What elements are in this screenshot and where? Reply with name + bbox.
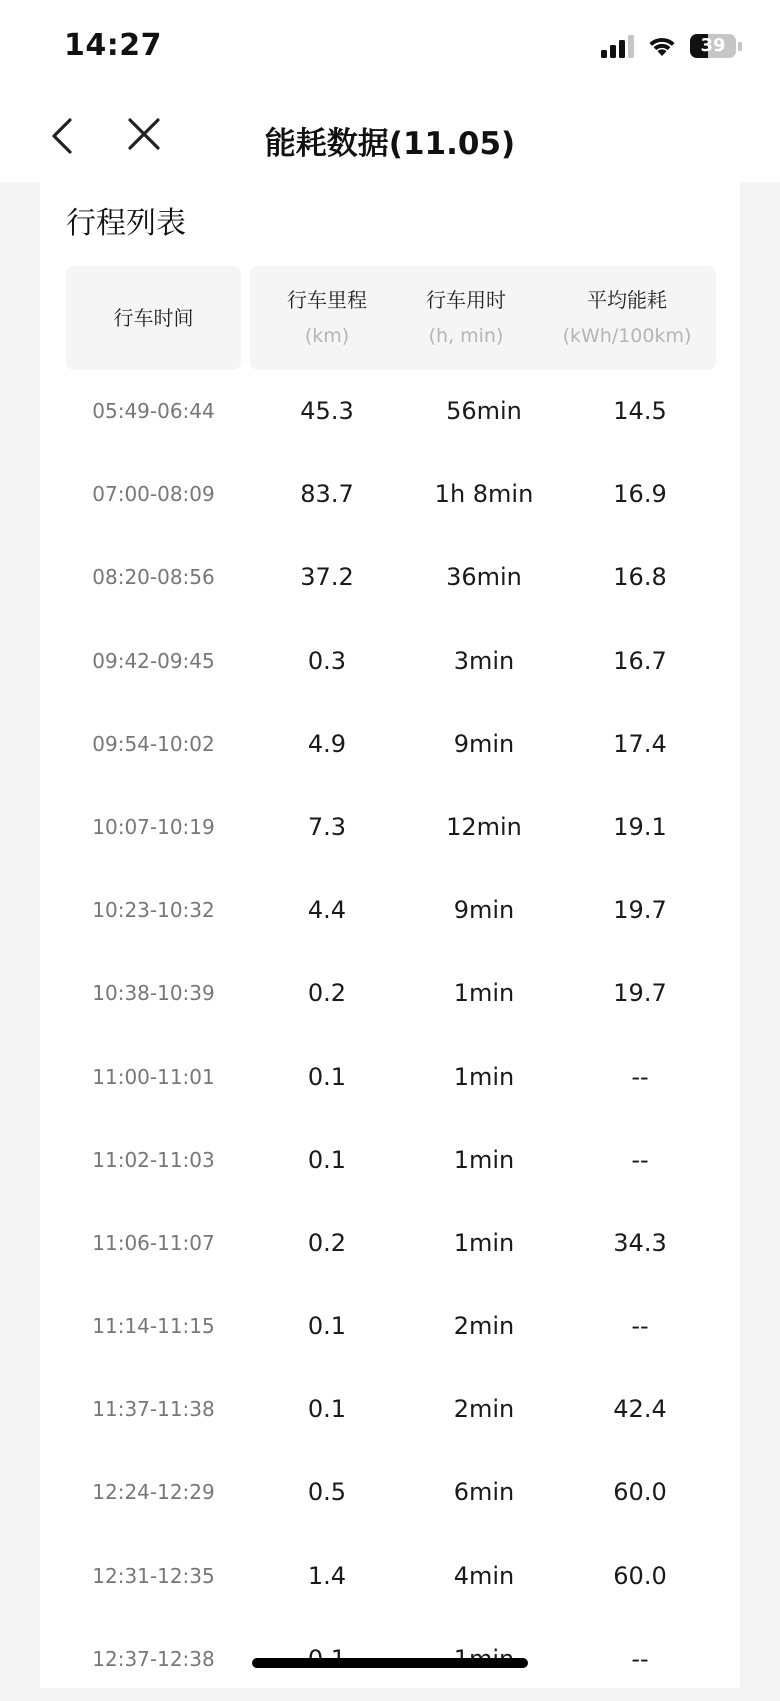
table-row[interactable]: [40, 703, 740, 786]
header-label-time: 行车时间: [113, 306, 194, 330]
table-row[interactable]: [40, 869, 740, 952]
trip-duration: 1min: [453, 979, 515, 1008]
table-row[interactable]: [40, 1368, 740, 1451]
wifi-icon: [646, 34, 678, 58]
header-unit-duration: (h, min): [428, 325, 504, 347]
battery-icon: [690, 34, 736, 58]
trip-distance: 0.1: [307, 1062, 347, 1091]
trip-energy: 19.7: [613, 979, 667, 1008]
cellular-signal-icon: [600, 34, 634, 58]
trip-energy: 42.4: [613, 1395, 667, 1424]
trip-duration: 12min: [446, 812, 522, 841]
table-row[interactable]: [40, 1119, 740, 1202]
trip-time: 11:37-11:38: [92, 1397, 215, 1422]
page-title: 能耗数据(11.05): [264, 126, 516, 162]
trip-time: 10:23-10:32: [92, 898, 215, 923]
trip-distance: 37.2: [300, 563, 354, 592]
trip-distance: 0.2: [307, 979, 347, 1008]
trip-energy: 14.5: [613, 397, 667, 425]
trip-energy: --: [631, 1644, 649, 1673]
table-row[interactable]: [40, 1285, 740, 1368]
trip-duration: 36min: [446, 563, 522, 592]
trip-energy: 16.7: [613, 646, 667, 675]
trip-time: 07:00-08:09: [92, 482, 215, 507]
header-energy: [542, 266, 712, 347]
trip-time: 12:31-12:35: [92, 1563, 215, 1588]
status-icons: [600, 34, 742, 58]
trip-duration: 1min: [453, 1062, 515, 1091]
trip-duration: 6min: [453, 1478, 515, 1507]
trip-time: 09:42-09:45: [92, 648, 215, 673]
trip-duration: 2min: [453, 1312, 515, 1341]
trip-duration: 1min: [453, 1145, 515, 1174]
trip-energy: 19.7: [613, 896, 667, 925]
trip-distance: 4.4: [307, 896, 347, 925]
table-row[interactable]: [40, 952, 740, 1035]
header-unit-distance: (km): [304, 325, 350, 347]
status-time: 14:27: [64, 28, 162, 63]
trip-distance: 0.1: [307, 1312, 347, 1341]
header-label-duration: 行车用时: [426, 288, 506, 312]
battery-level: 39: [700, 35, 726, 56]
table-row[interactable]: [40, 370, 740, 453]
header-duration: [391, 266, 541, 347]
trip-energy: --: [631, 1312, 649, 1341]
table-row[interactable]: [40, 1535, 740, 1618]
table-row[interactable]: [40, 620, 740, 703]
trip-energy: 60.0: [613, 1561, 667, 1590]
trip-time: 10:38-10:39: [92, 981, 215, 1006]
table-row[interactable]: [40, 536, 740, 619]
trip-distance: 0.2: [307, 1228, 347, 1257]
trip-duration: 4min: [453, 1561, 515, 1590]
trip-energy: --: [631, 1062, 649, 1091]
trip-rows: [40, 370, 740, 1701]
trip-time: 09:54-10:02: [92, 731, 215, 756]
trip-duration: 1h 8min: [434, 480, 534, 509]
home-indicator[interactable]: [252, 1658, 528, 1668]
trip-duration: 3min: [453, 646, 515, 675]
trip-duration: 56min: [446, 397, 522, 425]
nav-bar: [0, 90, 780, 182]
trip-distance: 83.7: [300, 480, 354, 509]
table-row[interactable]: [40, 1036, 740, 1119]
table-row[interactable]: [40, 453, 740, 536]
trip-energy: 16.8: [613, 563, 667, 592]
trip-time: 08:20-08:56: [92, 565, 215, 590]
trip-time: 11:00-11:01: [92, 1064, 215, 1089]
trip-time: 12:24-12:29: [92, 1480, 215, 1505]
trip-time: 11:06-11:07: [92, 1230, 215, 1255]
trip-time: 11:02-11:03: [92, 1147, 215, 1172]
trip-distance: 45.3: [300, 397, 354, 425]
trip-distance: 0.3: [307, 646, 347, 675]
header-label-energy: 平均能耗: [587, 288, 667, 312]
trip-energy: 17.4: [613, 729, 667, 758]
trip-time: 12:37-12:38: [92, 1646, 215, 1671]
table-header-metrics: [250, 266, 716, 370]
table-row[interactable]: [40, 1451, 740, 1534]
trip-distance: 1.4: [307, 1561, 347, 1590]
trip-energy: 16.9: [613, 480, 667, 509]
table-header-time: [66, 266, 241, 370]
battery-cap: [738, 42, 742, 51]
header-distance: [252, 266, 402, 347]
trip-duration: 9min: [453, 896, 515, 925]
trip-energy: --: [631, 1145, 649, 1174]
table-row[interactable]: [40, 1202, 740, 1285]
trip-distance: 0.5: [307, 1478, 347, 1507]
trip-energy: 60.0: [613, 1478, 667, 1507]
trip-distance: 0.1: [307, 1145, 347, 1174]
trip-time: 10:07-10:19: [92, 814, 215, 839]
table-row[interactable]: [40, 786, 740, 869]
trip-time: 11:14-11:15: [92, 1314, 215, 1339]
trip-energy: 34.3: [613, 1228, 667, 1257]
trip-distance: 7.3: [307, 812, 347, 841]
trip-duration: 2min: [453, 1395, 515, 1424]
trip-distance: 0.1: [307, 1395, 347, 1424]
trip-energy: 19.1: [613, 812, 667, 841]
trip-duration: 1min: [453, 1228, 515, 1257]
trip-list-card: [40, 182, 740, 1688]
section-title: 行程列表: [66, 206, 186, 241]
trip-distance: 4.9: [307, 729, 347, 758]
trip-duration: 9min: [453, 729, 515, 758]
header-unit-energy: (kWh/100km): [562, 325, 692, 347]
header-label-distance: 行车里程: [287, 288, 367, 312]
status-bar: [0, 0, 780, 90]
trip-time: 05:49-06:44: [92, 399, 215, 423]
